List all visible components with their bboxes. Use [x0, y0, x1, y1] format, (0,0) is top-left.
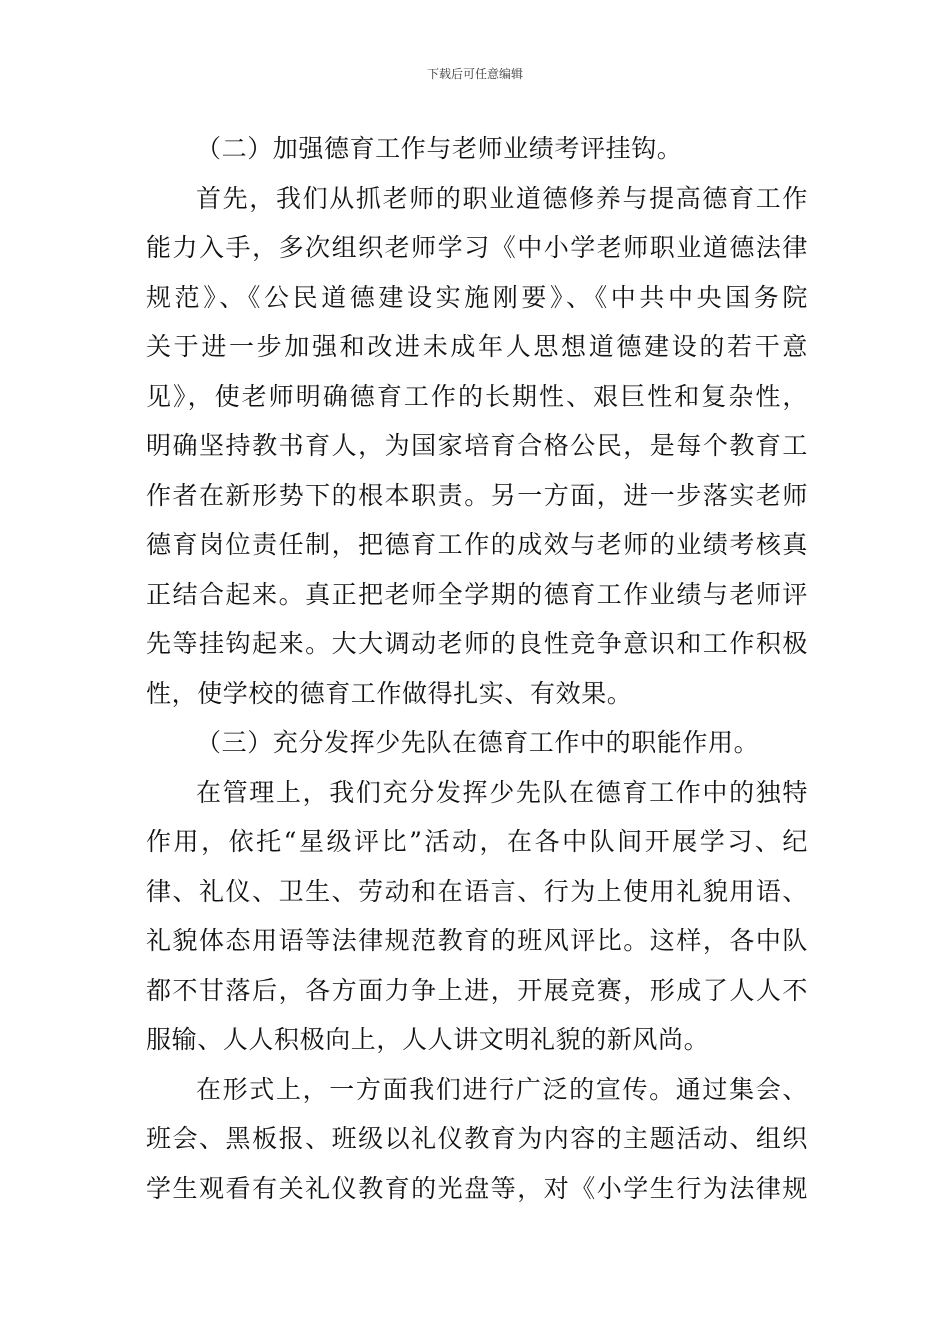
- section-heading-2: （二）加强德育工作与老师业绩考评挂钩。: [196, 134, 683, 163]
- paragraph-line: 在形式上，一方面我们进行广泛的宣传。通过集会、: [196, 1074, 808, 1104]
- paragraph-line: 服输、人人积极向上，人人讲文明礼貌的新风尚。: [146, 1025, 710, 1054]
- paragraph-line: 首先，我们从抓老师的职业道德修养与提高德育工作: [196, 183, 808, 213]
- paragraph-line: 性，使学校的德育工作做得扎实、有效果。: [146, 678, 633, 708]
- section-heading-3: （三）充分发挥少先队在德育工作中的职能作用。: [196, 728, 760, 757]
- paragraph-line: 规范》、《公民道德建设实施刚要》、《中共中央国务院: [146, 282, 808, 312]
- paragraph-line: 明确坚持教书育人，为国家培育合格公民，是每个教育工: [146, 431, 808, 460]
- paragraph-line: 关于进一步加强和改进未成年人思想道德建设的若干意: [146, 332, 808, 361]
- document-body: [146, 124, 808, 1213]
- paragraph-line: 班会、黑板报、班级以礼仪教育为内容的主题活动、组织: [146, 1124, 808, 1153]
- paragraph-line: 德育岗位责任制，把德育工作的成效与老师的业绩考核真: [146, 530, 808, 559]
- paragraph-line: 在管理上，我们充分发挥少先队在德育工作中的独特: [196, 777, 808, 807]
- paragraph-line: 正结合起来。真正把老师全学期的德育工作业绩与老师评: [146, 579, 808, 609]
- paragraph-line: 先等挂钩起来。大大调动老师的良性竞争意识和工作积极: [146, 629, 808, 658]
- page-header-note: 下载后可任意编辑: [426, 67, 523, 81]
- paragraph-line: 能力入手，多次组织老师学习《中小学老师职业道德法律: [146, 233, 808, 262]
- paragraph-line: 作用，依托“星级评比”活动，在各中队间开展学习、纪: [146, 827, 808, 856]
- paragraph-line: 见》，使老师明确德育工作的长期性、艰巨性和复杂性，: [146, 381, 808, 411]
- paragraph-line: 礼貌体态用语等法律规范教育的班风评比。这样，各中队: [146, 926, 808, 955]
- paragraph-line: 作者在新形势下的根本职责。另一方面，进一步落实老师: [146, 480, 808, 510]
- paragraph-line: 律、礼仪、卫生、劳动和在语言、行为上使用礼貌用语、: [146, 876, 808, 906]
- paragraph-line: 学生观看有关礼仪教育的光盘等，对《小学生行为法律规: [146, 1173, 808, 1203]
- paragraph-line: 都不甘落后，各方面力争上进，开展竞赛，形成了人人不: [146, 975, 808, 1005]
